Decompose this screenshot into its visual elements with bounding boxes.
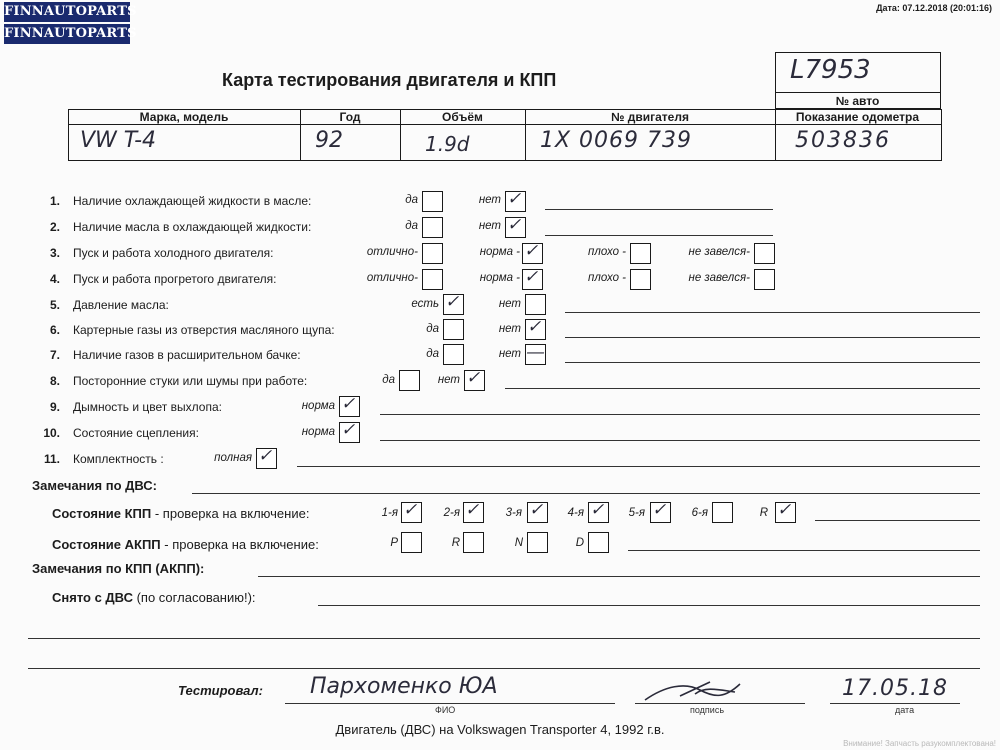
auto-number-value: L7953 [790,55,871,85]
checkbox-normal[interactable]: ✓ [339,396,360,417]
checkbox-no[interactable]: ✓ [525,319,546,340]
checkbox-no[interactable]: — [525,344,546,365]
fio-line[interactable] [285,703,615,704]
option-label: да [426,323,439,335]
engine-number-value: 1X 0069 739 [540,128,693,153]
gear-label: N [514,537,523,549]
checkbox-yes[interactable] [399,370,420,391]
checkbox-complete[interactable]: ✓ [256,448,277,469]
option-label: отлично- [366,272,418,284]
checkbox-normal[interactable]: ✓ [339,422,360,443]
checkbox-yes[interactable] [443,319,464,340]
option-label: да [405,220,418,232]
note-line[interactable] [505,388,980,389]
option-label: норма [301,400,335,412]
option-label: да [405,194,418,206]
brand-logo: FINNAUTOPARTS [4,2,130,22]
removed-label: Снято с ДВС (по согласованию!): [52,590,256,605]
col-header-year: Год [339,110,361,124]
option-label: плохо - [588,246,626,258]
checkbox-present[interactable]: ✓ [443,294,464,315]
blank-line[interactable] [28,668,980,669]
col-header-make: Марка, модель [139,110,229,124]
kpp-label: Состояние КПП - проверка на включение: [52,506,310,521]
odometer-value: 503836 [795,128,891,153]
engine-remarks-label: Замечания по ДВС: [32,478,157,493]
note-line[interactable] [380,440,980,441]
option-label: нет [498,323,521,335]
checkbox-yes[interactable] [422,217,443,238]
note-line[interactable] [565,312,980,313]
page-title: Карта тестирования двигателя и КПП [222,70,557,90]
row-number: 3. [49,246,60,260]
checkbox-not-started[interactable] [754,243,775,264]
row-number: 4. [49,272,60,286]
gear-label: 6-я [691,507,708,519]
checkbox-bad[interactable] [630,243,651,264]
checkbox-no[interactable]: ✓ [505,217,526,238]
checkbox-yes[interactable] [443,344,464,365]
col-header-odometer: Показание одометра [795,110,920,124]
kpp-remarks-label: Замечания по КПП (АКПП): [32,561,205,576]
note-line[interactable] [380,414,980,415]
note-line[interactable] [565,362,980,363]
row-number: 7. [49,348,60,362]
signature-caption: подпись [690,705,725,715]
row-number: 8. [49,374,60,388]
akpp-note-line[interactable] [628,550,980,551]
volume-value: 1.9d [425,132,470,156]
option-label: полная [214,452,252,464]
gear-checkbox[interactable]: ✓ [463,502,484,523]
watermark: Внимание! Запчасть разукомплектована! [843,739,996,748]
check-label: Пуск и работа прогретого двигателя: [73,272,277,286]
check-label: Наличие масла в охлаждающей жидкости: [73,220,312,234]
gear-label: R [759,507,768,519]
gear-label: P [390,537,398,549]
date-line[interactable] [830,703,960,704]
row-number: 2. [49,220,60,234]
gear-label: 3-я [505,507,522,519]
checkbox-excellent[interactable] [422,243,443,264]
gear-label: 4-я [567,507,584,519]
checkbox-excellent[interactable] [422,269,443,290]
option-label: есть [411,298,439,310]
gear-checkbox[interactable] [401,532,422,553]
gear-label: 2-я [443,507,460,519]
photo-caption: Двигатель (ДВС) на Volkswagen Transporter 4, 1992 г.в. [335,722,665,737]
option-label: не завелся- [688,272,750,284]
brand-logo-secondary: FINNAUTOPARTS [4,24,130,44]
note-line[interactable] [545,209,773,210]
row-number: 5. [49,298,60,312]
check-label: Дымность и цвет выхлопа: [73,400,222,414]
gear-checkbox[interactable]: ✓ [588,502,609,523]
option-label: отлично- [366,246,418,258]
note-line[interactable] [297,466,980,467]
option-label: нет [437,374,460,386]
check-label: Комплектность : [73,452,164,466]
checkbox-no[interactable]: ✓ [464,370,485,391]
engine-remarks-line[interactable] [192,493,980,494]
note-line[interactable] [545,235,773,236]
checkbox-absent[interactable] [525,294,546,315]
note-line[interactable] [565,337,980,338]
option-label: нет [498,348,521,360]
fio-handwriting: Пархоменко ЮА [310,674,498,699]
gear-checkbox[interactable]: ✓ [775,502,796,523]
removed-line[interactable] [318,605,980,606]
checkbox-normal[interactable]: ✓ [522,243,543,264]
row-number: 11. [43,452,60,466]
option-label: не завелся- [688,246,750,258]
option-label: плохо - [588,272,626,284]
gear-checkbox[interactable] [588,532,609,553]
kpp-remarks-line[interactable] [258,576,980,577]
make-model-value: VW T-4 [80,128,157,153]
check-label: Давление масла: [73,298,169,312]
gear-checkbox[interactable] [527,532,548,553]
gear-checkbox[interactable] [463,532,484,553]
gear-checkbox[interactable]: ✓ [527,502,548,523]
option-label: нет [478,220,501,232]
col-header-volume: Объём [442,110,483,124]
checkbox-bad[interactable] [630,269,651,290]
option-label: нет [478,194,501,206]
date-caption: дата [895,705,915,715]
checkbox-yes[interactable] [422,191,443,212]
check-label: Картерные газы из отверстия масляного щупа: [73,323,335,337]
row-number: 9. [49,400,60,414]
option-label: норма [301,426,335,438]
akpp-label: Состояние АКПП - проверка на включение: [52,537,319,552]
row-number: 6. [49,323,60,337]
fio-caption: ФИО [435,705,456,715]
gear-checkbox[interactable] [712,502,733,523]
check-label: Состояние сцепления: [73,426,199,440]
row-number: 10. [43,426,60,440]
checkbox-normal[interactable]: ✓ [522,269,543,290]
option-label: нет [498,298,521,310]
signature-scribble [640,676,750,706]
blank-line[interactable] [28,638,980,639]
checkbox-no[interactable]: ✓ [505,191,526,212]
option-label: да [426,348,439,360]
date-handwriting: 17.05.18 [842,676,948,701]
auto-number-label: № авто [835,94,880,108]
tested-by-label: Тестировал: [178,683,263,698]
gear-label: 1-я [381,507,398,519]
option-label: да [382,374,395,386]
gear-label: D [575,537,584,549]
check-label: Наличие газов в расширительном бачке: [73,348,301,362]
kpp-note-line[interactable] [815,520,980,521]
gear-label: 5-я [628,507,645,519]
date-stamp: Дата: 07.12.2018 (20:01:16) [876,3,992,13]
option-label: норма - [479,272,520,284]
checkbox-not-started[interactable] [754,269,775,290]
gear-checkbox[interactable]: ✓ [650,502,671,523]
col-header-engine-no: № двигателя [611,110,689,124]
option-label: норма - [479,246,520,258]
year-value: 92 [315,128,343,153]
check-label: Посторонние стуки или шумы при работе: [73,374,308,388]
check-label: Наличие охлаждающей жидкости в масле: [73,194,312,208]
gear-checkbox[interactable]: ✓ [401,502,422,523]
row-number: 1. [49,194,60,208]
check-label: Пуск и работа холодного двигателя: [73,246,274,260]
gear-label: R [451,537,460,549]
